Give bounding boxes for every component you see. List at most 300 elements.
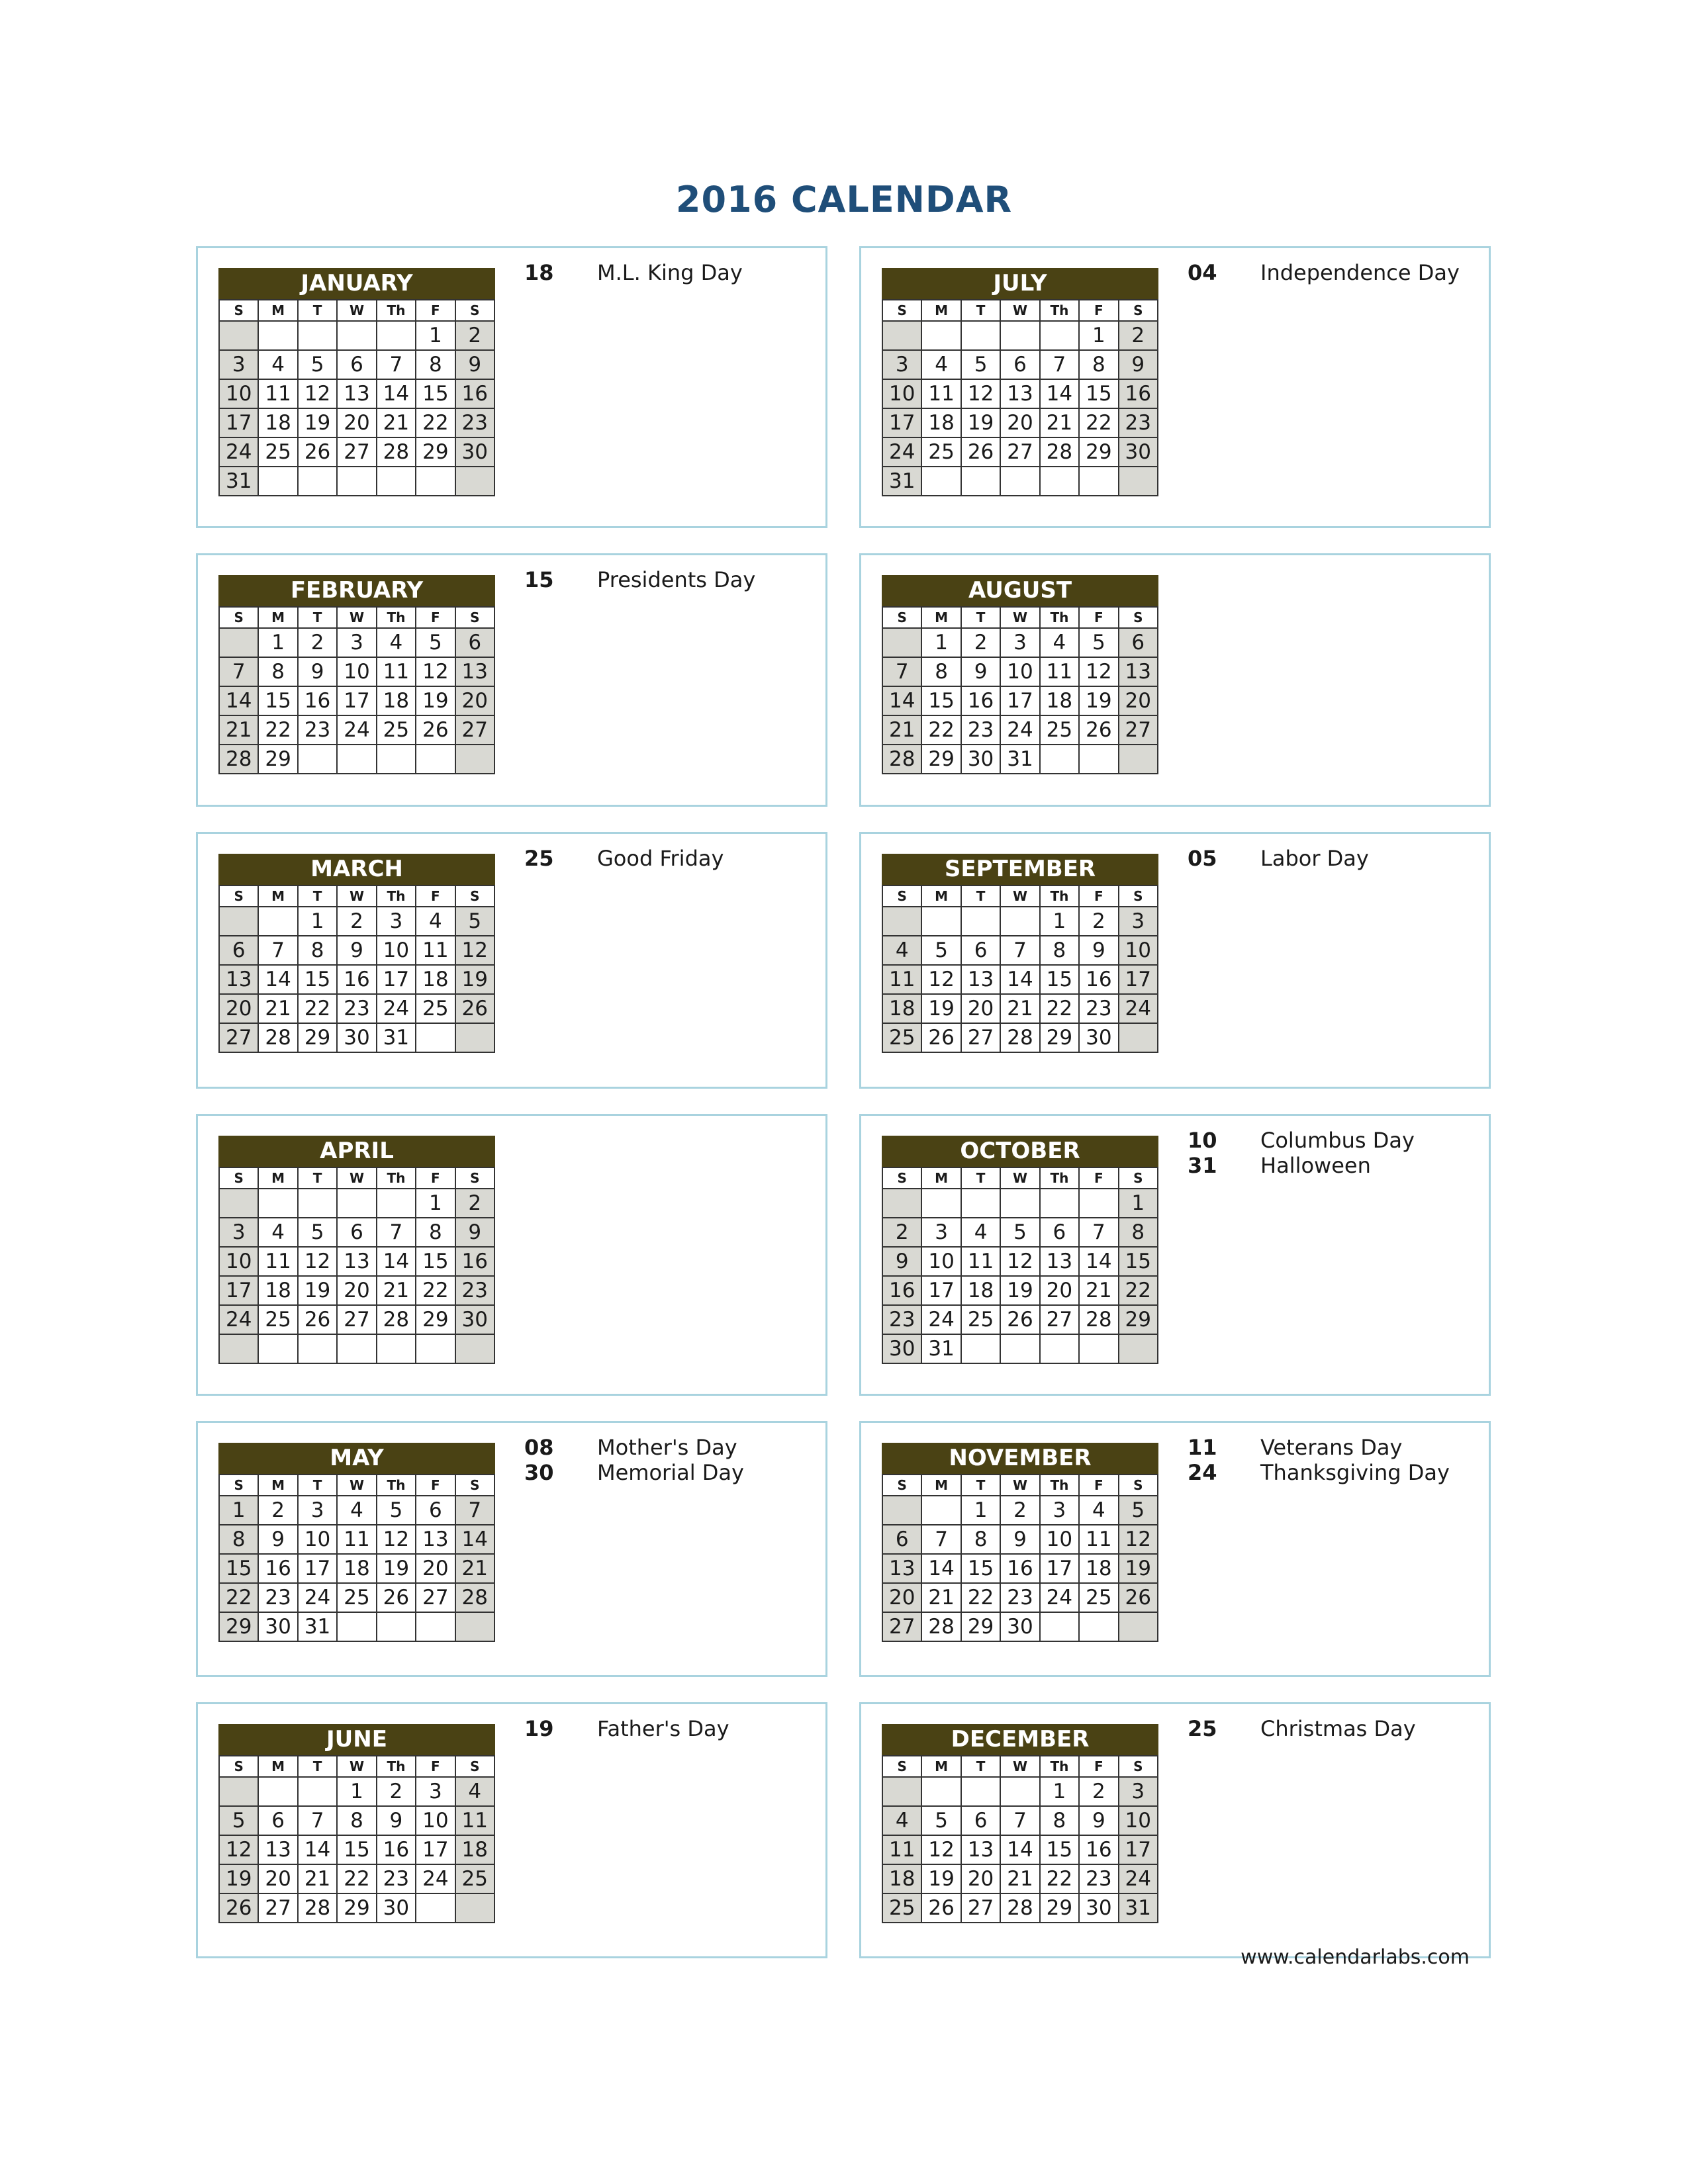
day-cell[interactable]: 25 xyxy=(377,715,416,745)
day-cell[interactable]: 21 xyxy=(882,715,921,745)
day-cell[interactable]: 1 xyxy=(1079,321,1118,350)
day-cell[interactable]: 1 xyxy=(961,1496,1000,1525)
day-cell[interactable]: 24 xyxy=(416,1864,455,1893)
day-cell[interactable]: 19 xyxy=(298,408,337,437)
day-cell[interactable]: 25 xyxy=(882,1023,921,1052)
day-cell[interactable]: 5 xyxy=(298,1218,337,1247)
day-cell[interactable]: 30 xyxy=(961,745,1000,774)
day-cell[interactable]: 18 xyxy=(921,408,961,437)
day-cell[interactable]: 2 xyxy=(1119,321,1158,350)
day-cell[interactable]: 1 xyxy=(416,1189,455,1218)
day-cell[interactable]: 5 xyxy=(1079,628,1118,657)
day-cell[interactable]: 9 xyxy=(455,1218,494,1247)
day-cell[interactable]: 9 xyxy=(1119,350,1158,379)
day-cell[interactable]: 23 xyxy=(337,994,376,1023)
day-cell[interactable]: 3 xyxy=(1000,628,1039,657)
day-cell[interactable]: 21 xyxy=(1000,1864,1039,1893)
day-cell[interactable]: 17 xyxy=(416,1835,455,1864)
day-cell[interactable]: 30 xyxy=(337,1023,376,1052)
day-cell[interactable]: 2 xyxy=(377,1777,416,1806)
day-cell[interactable]: 10 xyxy=(219,379,258,408)
day-cell[interactable]: 27 xyxy=(882,1612,921,1641)
day-cell[interactable]: 2 xyxy=(298,628,337,657)
day-cell[interactable]: 24 xyxy=(377,994,416,1023)
day-cell[interactable]: 13 xyxy=(1119,657,1158,686)
day-cell[interactable]: 9 xyxy=(1079,936,1118,965)
day-cell[interactable]: 9 xyxy=(377,1806,416,1835)
day-cell[interactable]: 29 xyxy=(1079,437,1118,467)
day-cell[interactable]: 17 xyxy=(1119,965,1158,994)
day-cell[interactable]: 4 xyxy=(258,350,297,379)
day-cell[interactable]: 12 xyxy=(298,379,337,408)
day-cell[interactable]: 18 xyxy=(1079,1554,1118,1583)
day-cell[interactable]: 26 xyxy=(377,1583,416,1612)
day-cell[interactable]: 19 xyxy=(455,965,494,994)
day-cell[interactable]: 16 xyxy=(882,1276,921,1305)
day-cell[interactable]: 10 xyxy=(921,1247,961,1276)
day-cell[interactable]: 20 xyxy=(455,686,494,715)
day-cell[interactable]: 31 xyxy=(882,467,921,496)
day-cell[interactable]: 13 xyxy=(1000,379,1039,408)
day-cell[interactable]: 22 xyxy=(921,715,961,745)
day-cell[interactable]: 4 xyxy=(921,350,961,379)
day-cell[interactable]: 8 xyxy=(1040,1806,1079,1835)
day-cell[interactable]: 10 xyxy=(337,657,376,686)
day-cell[interactable]: 8 xyxy=(298,936,337,965)
day-cell[interactable]: 1 xyxy=(1040,1777,1079,1806)
day-cell[interactable]: 20 xyxy=(882,1583,921,1612)
day-cell[interactable]: 28 xyxy=(882,745,921,774)
day-cell[interactable]: 6 xyxy=(258,1806,297,1835)
day-cell[interactable]: 27 xyxy=(961,1023,1000,1052)
day-cell[interactable]: 29 xyxy=(416,1305,455,1334)
day-cell[interactable]: 12 xyxy=(1000,1247,1039,1276)
day-cell[interactable]: 28 xyxy=(219,745,258,774)
day-cell[interactable]: 17 xyxy=(219,1276,258,1305)
day-cell[interactable]: 29 xyxy=(219,1612,258,1641)
day-cell[interactable]: 2 xyxy=(258,1496,297,1525)
day-cell[interactable]: 15 xyxy=(337,1835,376,1864)
day-cell[interactable]: 9 xyxy=(1000,1525,1039,1554)
day-cell[interactable]: 10 xyxy=(377,936,416,965)
day-cell[interactable]: 13 xyxy=(882,1554,921,1583)
day-cell[interactable]: 6 xyxy=(455,628,494,657)
day-cell[interactable]: 8 xyxy=(921,657,961,686)
day-cell[interactable]: 30 xyxy=(1079,1893,1118,1923)
day-cell[interactable]: 22 xyxy=(1040,994,1079,1023)
day-cell[interactable]: 10 xyxy=(1119,936,1158,965)
day-cell[interactable]: 20 xyxy=(1119,686,1158,715)
day-cell[interactable]: 19 xyxy=(416,686,455,715)
day-cell[interactable]: 12 xyxy=(377,1525,416,1554)
day-cell[interactable]: 1 xyxy=(258,628,297,657)
day-cell[interactable]: 28 xyxy=(258,1023,297,1052)
day-cell[interactable]: 5 xyxy=(455,907,494,936)
day-cell[interactable]: 14 xyxy=(1000,965,1039,994)
day-cell[interactable]: 29 xyxy=(1119,1305,1158,1334)
day-cell[interactable]: 24 xyxy=(921,1305,961,1334)
day-cell[interactable]: 24 xyxy=(1040,1583,1079,1612)
day-cell[interactable]: 25 xyxy=(882,1893,921,1923)
day-cell[interactable]: 15 xyxy=(258,686,297,715)
day-cell[interactable]: 9 xyxy=(961,657,1000,686)
day-cell[interactable]: 11 xyxy=(1079,1525,1118,1554)
day-cell[interactable]: 23 xyxy=(882,1305,921,1334)
day-cell[interactable]: 13 xyxy=(1040,1247,1079,1276)
day-cell[interactable]: 5 xyxy=(219,1806,258,1835)
day-cell[interactable]: 25 xyxy=(961,1305,1000,1334)
day-cell[interactable]: 13 xyxy=(961,965,1000,994)
day-cell[interactable]: 19 xyxy=(921,1864,961,1893)
day-cell[interactable]: 30 xyxy=(1079,1023,1118,1052)
day-cell[interactable]: 14 xyxy=(882,686,921,715)
day-cell[interactable]: 28 xyxy=(1000,1023,1039,1052)
day-cell[interactable]: 13 xyxy=(337,379,376,408)
day-cell[interactable]: 27 xyxy=(337,1305,376,1334)
day-cell[interactable]: 26 xyxy=(455,994,494,1023)
day-cell[interactable]: 22 xyxy=(416,1276,455,1305)
day-cell[interactable]: 18 xyxy=(961,1276,1000,1305)
day-cell[interactable]: 3 xyxy=(882,350,921,379)
day-cell[interactable]: 7 xyxy=(1079,1218,1118,1247)
day-cell[interactable]: 30 xyxy=(1000,1612,1039,1641)
day-cell[interactable]: 3 xyxy=(1119,1777,1158,1806)
day-cell[interactable]: 18 xyxy=(455,1835,494,1864)
day-cell[interactable]: 30 xyxy=(455,437,494,467)
day-cell[interactable]: 12 xyxy=(416,657,455,686)
day-cell[interactable]: 9 xyxy=(882,1247,921,1276)
day-cell[interactable]: 9 xyxy=(455,350,494,379)
day-cell[interactable]: 31 xyxy=(377,1023,416,1052)
day-cell[interactable]: 27 xyxy=(258,1893,297,1923)
day-cell[interactable]: 26 xyxy=(298,437,337,467)
day-cell[interactable]: 23 xyxy=(1079,994,1118,1023)
day-cell[interactable]: 4 xyxy=(961,1218,1000,1247)
day-cell[interactable]: 2 xyxy=(337,907,376,936)
day-cell[interactable]: 24 xyxy=(219,437,258,467)
day-cell[interactable]: 23 xyxy=(455,408,494,437)
day-cell[interactable]: 7 xyxy=(298,1806,337,1835)
day-cell[interactable]: 5 xyxy=(961,350,1000,379)
day-cell[interactable]: 14 xyxy=(219,686,258,715)
day-cell[interactable]: 8 xyxy=(961,1525,1000,1554)
day-cell[interactable]: 20 xyxy=(258,1864,297,1893)
day-cell[interactable]: 18 xyxy=(258,408,297,437)
day-cell[interactable]: 25 xyxy=(1040,715,1079,745)
day-cell[interactable]: 6 xyxy=(961,936,1000,965)
day-cell[interactable]: 22 xyxy=(258,715,297,745)
day-cell[interactable]: 18 xyxy=(416,965,455,994)
day-cell[interactable]: 16 xyxy=(377,1835,416,1864)
day-cell[interactable]: 28 xyxy=(455,1583,494,1612)
day-cell[interactable]: 26 xyxy=(1079,715,1118,745)
day-cell[interactable]: 5 xyxy=(1000,1218,1039,1247)
day-cell[interactable]: 1 xyxy=(337,1777,376,1806)
day-cell[interactable]: 17 xyxy=(921,1276,961,1305)
day-cell[interactable]: 4 xyxy=(1040,628,1079,657)
day-cell[interactable]: 8 xyxy=(1119,1218,1158,1247)
day-cell[interactable]: 6 xyxy=(961,1806,1000,1835)
day-cell[interactable]: 20 xyxy=(961,1864,1000,1893)
day-cell[interactable]: 11 xyxy=(921,379,961,408)
day-cell[interactable]: 17 xyxy=(1000,686,1039,715)
day-cell[interactable]: 10 xyxy=(1040,1525,1079,1554)
day-cell[interactable]: 20 xyxy=(961,994,1000,1023)
day-cell[interactable]: 17 xyxy=(337,686,376,715)
day-cell[interactable]: 24 xyxy=(219,1305,258,1334)
day-cell[interactable]: 15 xyxy=(298,965,337,994)
day-cell[interactable]: 16 xyxy=(1079,1835,1118,1864)
day-cell[interactable]: 26 xyxy=(1119,1583,1158,1612)
day-cell[interactable]: 31 xyxy=(298,1612,337,1641)
day-cell[interactable]: 14 xyxy=(1040,379,1079,408)
day-cell[interactable]: 21 xyxy=(455,1554,494,1583)
day-cell[interactable]: 17 xyxy=(882,408,921,437)
day-cell[interactable]: 10 xyxy=(1119,1806,1158,1835)
day-cell[interactable]: 28 xyxy=(1000,1893,1039,1923)
day-cell[interactable]: 6 xyxy=(1040,1218,1079,1247)
day-cell[interactable]: 16 xyxy=(1000,1554,1039,1583)
day-cell[interactable]: 5 xyxy=(298,350,337,379)
day-cell[interactable]: 25 xyxy=(921,437,961,467)
day-cell[interactable]: 13 xyxy=(455,657,494,686)
day-cell[interactable]: 10 xyxy=(1000,657,1039,686)
day-cell[interactable]: 25 xyxy=(416,994,455,1023)
day-cell[interactable]: 19 xyxy=(298,1276,337,1305)
day-cell[interactable]: 22 xyxy=(337,1864,376,1893)
day-cell[interactable]: 14 xyxy=(377,1247,416,1276)
day-cell[interactable]: 20 xyxy=(219,994,258,1023)
day-cell[interactable]: 20 xyxy=(1040,1276,1079,1305)
day-cell[interactable]: 21 xyxy=(258,994,297,1023)
day-cell[interactable]: 4 xyxy=(1079,1496,1118,1525)
day-cell[interactable]: 27 xyxy=(455,715,494,745)
day-cell[interactable]: 26 xyxy=(961,437,1000,467)
day-cell[interactable]: 9 xyxy=(298,657,337,686)
day-cell[interactable]: 22 xyxy=(416,408,455,437)
day-cell[interactable]: 1 xyxy=(921,628,961,657)
day-cell[interactable]: 27 xyxy=(1119,715,1158,745)
day-cell[interactable]: 3 xyxy=(921,1218,961,1247)
day-cell[interactable]: 25 xyxy=(258,1305,297,1334)
day-cell[interactable]: 7 xyxy=(377,350,416,379)
day-cell[interactable]: 19 xyxy=(1000,1276,1039,1305)
day-cell[interactable]: 26 xyxy=(298,1305,337,1334)
day-cell[interactable]: 25 xyxy=(258,437,297,467)
day-cell[interactable]: 27 xyxy=(961,1893,1000,1923)
day-cell[interactable]: 31 xyxy=(921,1334,961,1363)
day-cell[interactable]: 17 xyxy=(298,1554,337,1583)
day-cell[interactable]: 11 xyxy=(882,965,921,994)
day-cell[interactable]: 14 xyxy=(377,379,416,408)
day-cell[interactable]: 31 xyxy=(219,467,258,496)
day-cell[interactable]: 23 xyxy=(961,715,1000,745)
day-cell[interactable]: 16 xyxy=(298,686,337,715)
day-cell[interactable]: 28 xyxy=(921,1612,961,1641)
day-cell[interactable]: 7 xyxy=(1000,936,1039,965)
day-cell[interactable]: 15 xyxy=(1119,1247,1158,1276)
day-cell[interactable]: 16 xyxy=(337,965,376,994)
day-cell[interactable]: 21 xyxy=(377,1276,416,1305)
day-cell[interactable]: 7 xyxy=(921,1525,961,1554)
day-cell[interactable]: 14 xyxy=(455,1525,494,1554)
day-cell[interactable]: 13 xyxy=(337,1247,376,1276)
day-cell[interactable]: 26 xyxy=(219,1893,258,1923)
day-cell[interactable]: 4 xyxy=(455,1777,494,1806)
day-cell[interactable]: 10 xyxy=(882,379,921,408)
day-cell[interactable]: 2 xyxy=(455,321,494,350)
day-cell[interactable]: 5 xyxy=(921,1806,961,1835)
day-cell[interactable]: 7 xyxy=(219,657,258,686)
day-cell[interactable]: 12 xyxy=(921,965,961,994)
day-cell[interactable]: 8 xyxy=(337,1806,376,1835)
day-cell[interactable]: 14 xyxy=(1079,1247,1118,1276)
day-cell[interactable]: 8 xyxy=(219,1525,258,1554)
day-cell[interactable]: 4 xyxy=(882,936,921,965)
day-cell[interactable]: 4 xyxy=(882,1806,921,1835)
day-cell[interactable]: 5 xyxy=(377,1496,416,1525)
day-cell[interactable]: 13 xyxy=(416,1525,455,1554)
day-cell[interactable]: 12 xyxy=(455,936,494,965)
day-cell[interactable]: 18 xyxy=(882,994,921,1023)
day-cell[interactable]: 17 xyxy=(219,408,258,437)
day-cell[interactable]: 2 xyxy=(961,628,1000,657)
day-cell[interactable]: 22 xyxy=(219,1583,258,1612)
day-cell[interactable]: 9 xyxy=(1079,1806,1118,1835)
day-cell[interactable]: 4 xyxy=(416,907,455,936)
day-cell[interactable]: 26 xyxy=(921,1893,961,1923)
day-cell[interactable]: 27 xyxy=(1040,1305,1079,1334)
day-cell[interactable]: 11 xyxy=(416,936,455,965)
day-cell[interactable]: 11 xyxy=(1040,657,1079,686)
day-cell[interactable]: 12 xyxy=(298,1247,337,1276)
day-cell[interactable]: 8 xyxy=(258,657,297,686)
day-cell[interactable]: 15 xyxy=(961,1554,1000,1583)
day-cell[interactable]: 15 xyxy=(416,379,455,408)
day-cell[interactable]: 6 xyxy=(416,1496,455,1525)
day-cell[interactable]: 22 xyxy=(298,994,337,1023)
day-cell[interactable]: 29 xyxy=(921,745,961,774)
day-cell[interactable]: 4 xyxy=(258,1218,297,1247)
day-cell[interactable]: 10 xyxy=(416,1806,455,1835)
day-cell[interactable]: 11 xyxy=(258,1247,297,1276)
day-cell[interactable]: 12 xyxy=(961,379,1000,408)
day-cell[interactable]: 19 xyxy=(961,408,1000,437)
day-cell[interactable]: 28 xyxy=(1079,1305,1118,1334)
day-cell[interactable]: 2 xyxy=(882,1218,921,1247)
day-cell[interactable]: 7 xyxy=(258,936,297,965)
day-cell[interactable]: 30 xyxy=(377,1893,416,1923)
day-cell[interactable]: 20 xyxy=(1000,408,1039,437)
day-cell[interactable]: 24 xyxy=(882,437,921,467)
day-cell[interactable]: 29 xyxy=(1040,1893,1079,1923)
day-cell[interactable]: 15 xyxy=(1040,1835,1079,1864)
day-cell[interactable]: 11 xyxy=(258,379,297,408)
day-cell[interactable]: 29 xyxy=(337,1893,376,1923)
day-cell[interactable]: 19 xyxy=(921,994,961,1023)
day-cell[interactable]: 23 xyxy=(1079,1864,1118,1893)
day-cell[interactable]: 30 xyxy=(258,1612,297,1641)
day-cell[interactable]: 8 xyxy=(416,350,455,379)
day-cell[interactable]: 3 xyxy=(416,1777,455,1806)
day-cell[interactable]: 21 xyxy=(298,1864,337,1893)
day-cell[interactable]: 16 xyxy=(455,379,494,408)
day-cell[interactable]: 3 xyxy=(219,350,258,379)
day-cell[interactable]: 8 xyxy=(1079,350,1118,379)
day-cell[interactable]: 25 xyxy=(455,1864,494,1893)
day-cell[interactable]: 11 xyxy=(882,1835,921,1864)
day-cell[interactable]: 21 xyxy=(1040,408,1079,437)
day-cell[interactable]: 17 xyxy=(377,965,416,994)
day-cell[interactable]: 18 xyxy=(377,686,416,715)
day-cell[interactable]: 23 xyxy=(258,1583,297,1612)
day-cell[interactable]: 21 xyxy=(921,1583,961,1612)
day-cell[interactable]: 6 xyxy=(337,1218,376,1247)
day-cell[interactable]: 3 xyxy=(1119,907,1158,936)
day-cell[interactable]: 3 xyxy=(377,907,416,936)
day-cell[interactable]: 27 xyxy=(337,437,376,467)
day-cell[interactable]: 21 xyxy=(219,715,258,745)
day-cell[interactable]: 16 xyxy=(1119,379,1158,408)
day-cell[interactable]: 23 xyxy=(1119,408,1158,437)
day-cell[interactable]: 31 xyxy=(1000,745,1039,774)
day-cell[interactable]: 23 xyxy=(298,715,337,745)
day-cell[interactable]: 14 xyxy=(1000,1835,1039,1864)
day-cell[interactable]: 26 xyxy=(921,1023,961,1052)
day-cell[interactable]: 10 xyxy=(219,1247,258,1276)
day-cell[interactable]: 1 xyxy=(298,907,337,936)
day-cell[interactable]: 23 xyxy=(377,1864,416,1893)
day-cell[interactable]: 3 xyxy=(1040,1496,1079,1525)
day-cell[interactable]: 22 xyxy=(1119,1276,1158,1305)
day-cell[interactable]: 24 xyxy=(1000,715,1039,745)
day-cell[interactable]: 28 xyxy=(298,1893,337,1923)
day-cell[interactable]: 24 xyxy=(337,715,376,745)
day-cell[interactable]: 12 xyxy=(219,1835,258,1864)
day-cell[interactable]: 21 xyxy=(1079,1276,1118,1305)
day-cell[interactable]: 19 xyxy=(1079,686,1118,715)
day-cell[interactable]: 7 xyxy=(455,1496,494,1525)
day-cell[interactable]: 17 xyxy=(1040,1554,1079,1583)
day-cell[interactable]: 13 xyxy=(258,1835,297,1864)
footer-url[interactable]: www.calendarlabs.com xyxy=(1241,1946,1470,1969)
day-cell[interactable]: 12 xyxy=(1079,657,1118,686)
day-cell[interactable]: 7 xyxy=(377,1218,416,1247)
day-cell[interactable]: 26 xyxy=(1000,1305,1039,1334)
day-cell[interactable]: 28 xyxy=(377,437,416,467)
day-cell[interactable]: 9 xyxy=(258,1525,297,1554)
day-cell[interactable]: 26 xyxy=(416,715,455,745)
day-cell[interactable]: 12 xyxy=(1119,1525,1158,1554)
day-cell[interactable]: 23 xyxy=(455,1276,494,1305)
day-cell[interactable]: 5 xyxy=(1119,1496,1158,1525)
day-cell[interactable]: 4 xyxy=(337,1496,376,1525)
day-cell[interactable]: 24 xyxy=(1119,994,1158,1023)
day-cell[interactable]: 3 xyxy=(298,1496,337,1525)
day-cell[interactable]: 1 xyxy=(219,1496,258,1525)
day-cell[interactable]: 24 xyxy=(1119,1864,1158,1893)
day-cell[interactable]: 18 xyxy=(1040,686,1079,715)
day-cell[interactable]: 6 xyxy=(337,350,376,379)
day-cell[interactable]: 15 xyxy=(1079,379,1118,408)
day-cell[interactable]: 19 xyxy=(219,1864,258,1893)
day-cell[interactable]: 19 xyxy=(1119,1554,1158,1583)
day-cell[interactable]: 6 xyxy=(882,1525,921,1554)
day-cell[interactable]: 7 xyxy=(1040,350,1079,379)
day-cell[interactable]: 2 xyxy=(1000,1496,1039,1525)
day-cell[interactable]: 4 xyxy=(377,628,416,657)
day-cell[interactable]: 28 xyxy=(377,1305,416,1334)
